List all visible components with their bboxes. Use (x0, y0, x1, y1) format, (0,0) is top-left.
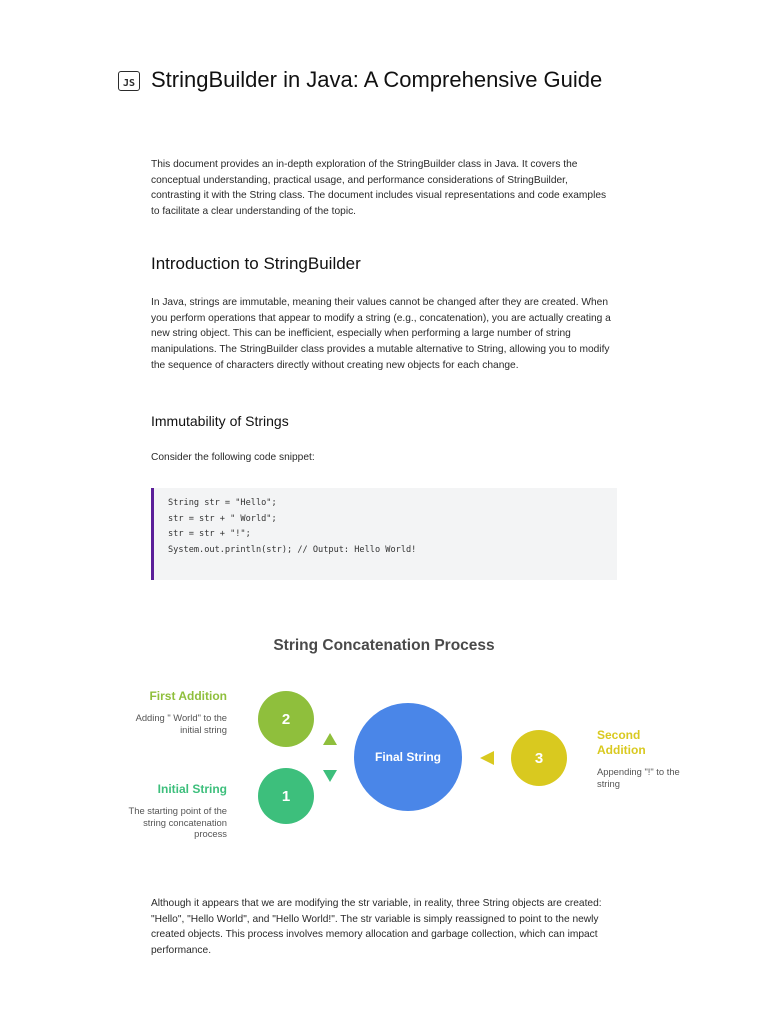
arrow-up-icon (323, 733, 337, 745)
arrow-left-icon (480, 751, 494, 765)
node-3-number: 3 (534, 750, 544, 767)
center-node-label: Final String (375, 750, 441, 764)
node-1-number: 1 (281, 788, 291, 805)
code-line: System.out.println(str); // Output: Hello World! (168, 544, 417, 555)
second-addition-desc: Appending "!" to the string (597, 766, 680, 789)
code-line: str = str + "!"; (168, 529, 251, 540)
closing-paragraph: Although it appears that we are modifying the str variable, in reality, three String objects are created: "Hello", "Hello World", and "Hello World!". The str variable is simply reassigned to point to the newly created objects. This process involves memory allocation and garbage collection, which can impact performance. (151, 898, 602, 957)
page-title: StringBuilder in Java: A Comprehensive Guide (151, 67, 603, 92)
code-line: str = str + " World"; (168, 513, 277, 524)
code-block (151, 488, 617, 580)
intro-paragraph: This document provides an in-depth exploration of the StringBuilder class in Java. It covers the conceptual understanding, practical usage, and performance considerations of StringBuilder, contrasting it with the String class. The document includes visual representations and code examples to facilitate a clear understanding of the topic. (151, 159, 607, 218)
first-addition-title: First Addition (149, 689, 227, 703)
subsection-heading-immutability: Immutability of Strings (151, 413, 289, 429)
code-lead-text: Consider the following code snippet: (151, 452, 315, 463)
initial-string-desc: The starting point of the string concatenation process (128, 805, 227, 839)
code-line: String str = "Hello"; (168, 498, 277, 508)
diagram-title: String Concatenation Process (273, 637, 495, 654)
arrow-down-icon (323, 770, 337, 782)
java-file-icon: JS (118, 71, 140, 91)
section-heading-introduction: Introduction to StringBuilder (151, 254, 361, 273)
introduction-paragraph: In Java, strings are immutable, meaning their values cannot be changed after they are created. When you perform operations that appear to modify a string (e.g., concatenation), you are actually creating a new string object. This can be inefficient, especially when performing a large number of string manipulations. The StringBuilder class provides a mutable alternative to String, allowing you to modify the sequence of characters directly without creating new objects for each change. (151, 297, 611, 371)
initial-string-title: Initial String (157, 782, 227, 796)
node-2-number: 2 (281, 711, 291, 728)
first-addition-desc: Adding " World" to the initial string (135, 712, 227, 735)
second-addition-title: Second Addition (597, 728, 646, 757)
